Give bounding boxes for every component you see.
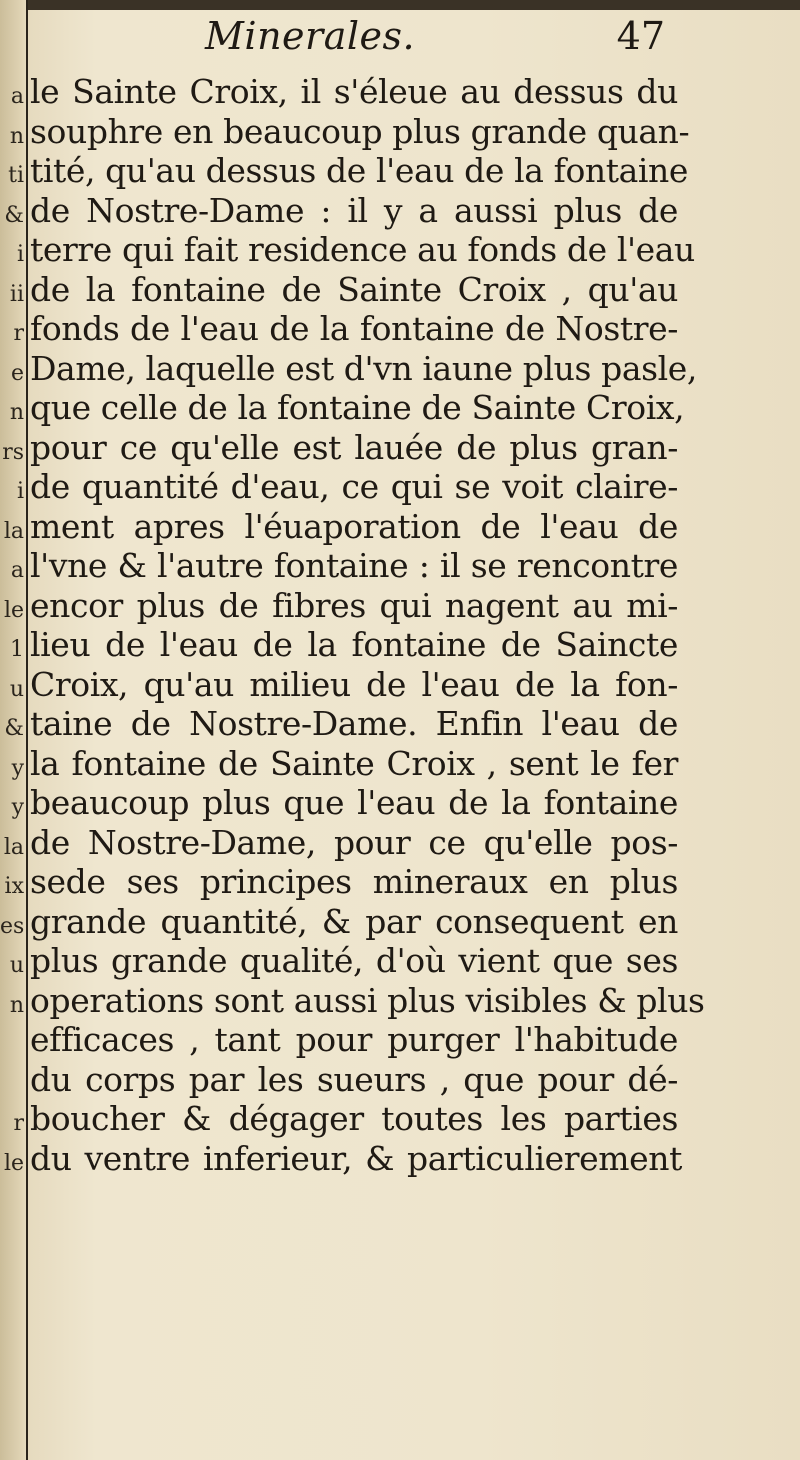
text-line: fonds de l'eau de la fontaine de Nostre- <box>30 309 678 348</box>
text-line: sede ses principes mineraux en plus <box>30 862 678 901</box>
text-line: du corps par les sueurs , que pour dé- <box>30 1059 678 1099</box>
text-line: de la fontaine de Sainte Croix , qu'au <box>30 269 678 309</box>
text-line: que celle de la fontaine de Sainte Croix, <box>30 388 685 427</box>
gutter-fragment: r <box>13 323 24 345</box>
gutter-fragment: ii <box>9 283 24 306</box>
gutter-fragment: a <box>10 86 24 108</box>
gutter-fragment: rs <box>2 441 24 464</box>
gutter-fragment: es <box>0 915 24 938</box>
gutter-fragment: la <box>3 520 24 543</box>
text-line: Dame, laquelle est d'vn iaune plus pasle, <box>30 348 698 388</box>
page-number: 47 <box>616 14 665 58</box>
text-line: efficaces , tant pour purger l'habitude <box>30 1020 678 1059</box>
gutter-fragment: y <box>11 757 24 780</box>
text-line: souphre en beaucoup plus grande quan- <box>30 111 690 151</box>
gutter-fragment: & <box>4 204 24 227</box>
text-line: de Nostre-Dame : il y a aussi plus de <box>30 190 678 230</box>
text-line: grande quantité, & par consequent en <box>30 901 678 941</box>
text-line: encor plus de fibres qui nagent au mi- <box>30 585 678 625</box>
text-line: beaucoup plus que l'eau de la fontaine <box>30 783 678 822</box>
top-page-edge <box>0 0 800 10</box>
gutter-fragment: le <box>3 1152 24 1175</box>
gutter-fragment: u <box>9 678 24 701</box>
gutter-fragment: n <box>9 994 24 1017</box>
gutter-fragment: y <box>11 797 24 819</box>
running-title: Minerales. <box>205 14 416 58</box>
gutter-fragment: n <box>9 125 24 148</box>
text-line: tité, qu'au dessus de l'eau de la fontaine <box>30 151 689 190</box>
gutter-fragment: la <box>3 836 24 859</box>
text-line: boucher & dégager toutes les parties <box>30 1099 678 1138</box>
text-line: plus grande qualité, d'où vient que ses <box>30 941 678 980</box>
gutter-fragment: n <box>9 402 24 424</box>
text-line: terre qui fait residence au fonds de l'eau <box>30 230 695 269</box>
gutter-fragment: le <box>3 599 24 622</box>
facing-page-gutter <box>0 0 28 1460</box>
text-line: operations sont aussi plus visibles & plus <box>30 980 705 1020</box>
text-line: l'vne & l'autre fontaine : il se rencontre <box>30 546 678 585</box>
text-line: lieu de l'eau de la fontaine de Saincte <box>30 625 678 664</box>
gutter-fragment: r <box>13 1113 24 1135</box>
text-line: la fontaine de Sainte Croix , sent le fer <box>30 743 678 783</box>
text-line: taine de Nostre-Dame. Enfin l'eau de <box>30 704 678 743</box>
text-line: ment apres l'éuaporation de l'eau de <box>30 506 678 546</box>
text-line: Croix, qu'au milieu de l'eau de la fon- <box>30 664 678 704</box>
gutter-fragment: 1 <box>10 639 24 661</box>
gutter-fragment: u <box>9 955 24 977</box>
text-line: de Nostre-Dame, pour ce qu'elle pos- <box>30 822 678 862</box>
text-line: de quantité d'eau, ce qui se voit claire- <box>30 467 678 506</box>
gutter-fragment: i <box>16 481 24 503</box>
gutter-fragment: a <box>10 560 24 582</box>
gutter-fragment: i <box>16 244 24 266</box>
gutter-fragment: ix <box>4 876 24 898</box>
gutter-fragment: e <box>10 362 24 385</box>
text-line: pour ce qu'elle est lauée de plus gran- <box>30 427 678 467</box>
body-text <box>30 72 792 1178</box>
page-header <box>205 10 665 70</box>
gutter-fragment: ti <box>8 165 24 187</box>
text-line: du ventre inferieur, & particulierement <box>30 1138 682 1178</box>
gutter-fragment: & <box>4 718 24 740</box>
text-line: le Sainte Croix, il s'éleue au dessus du <box>30 72 678 111</box>
